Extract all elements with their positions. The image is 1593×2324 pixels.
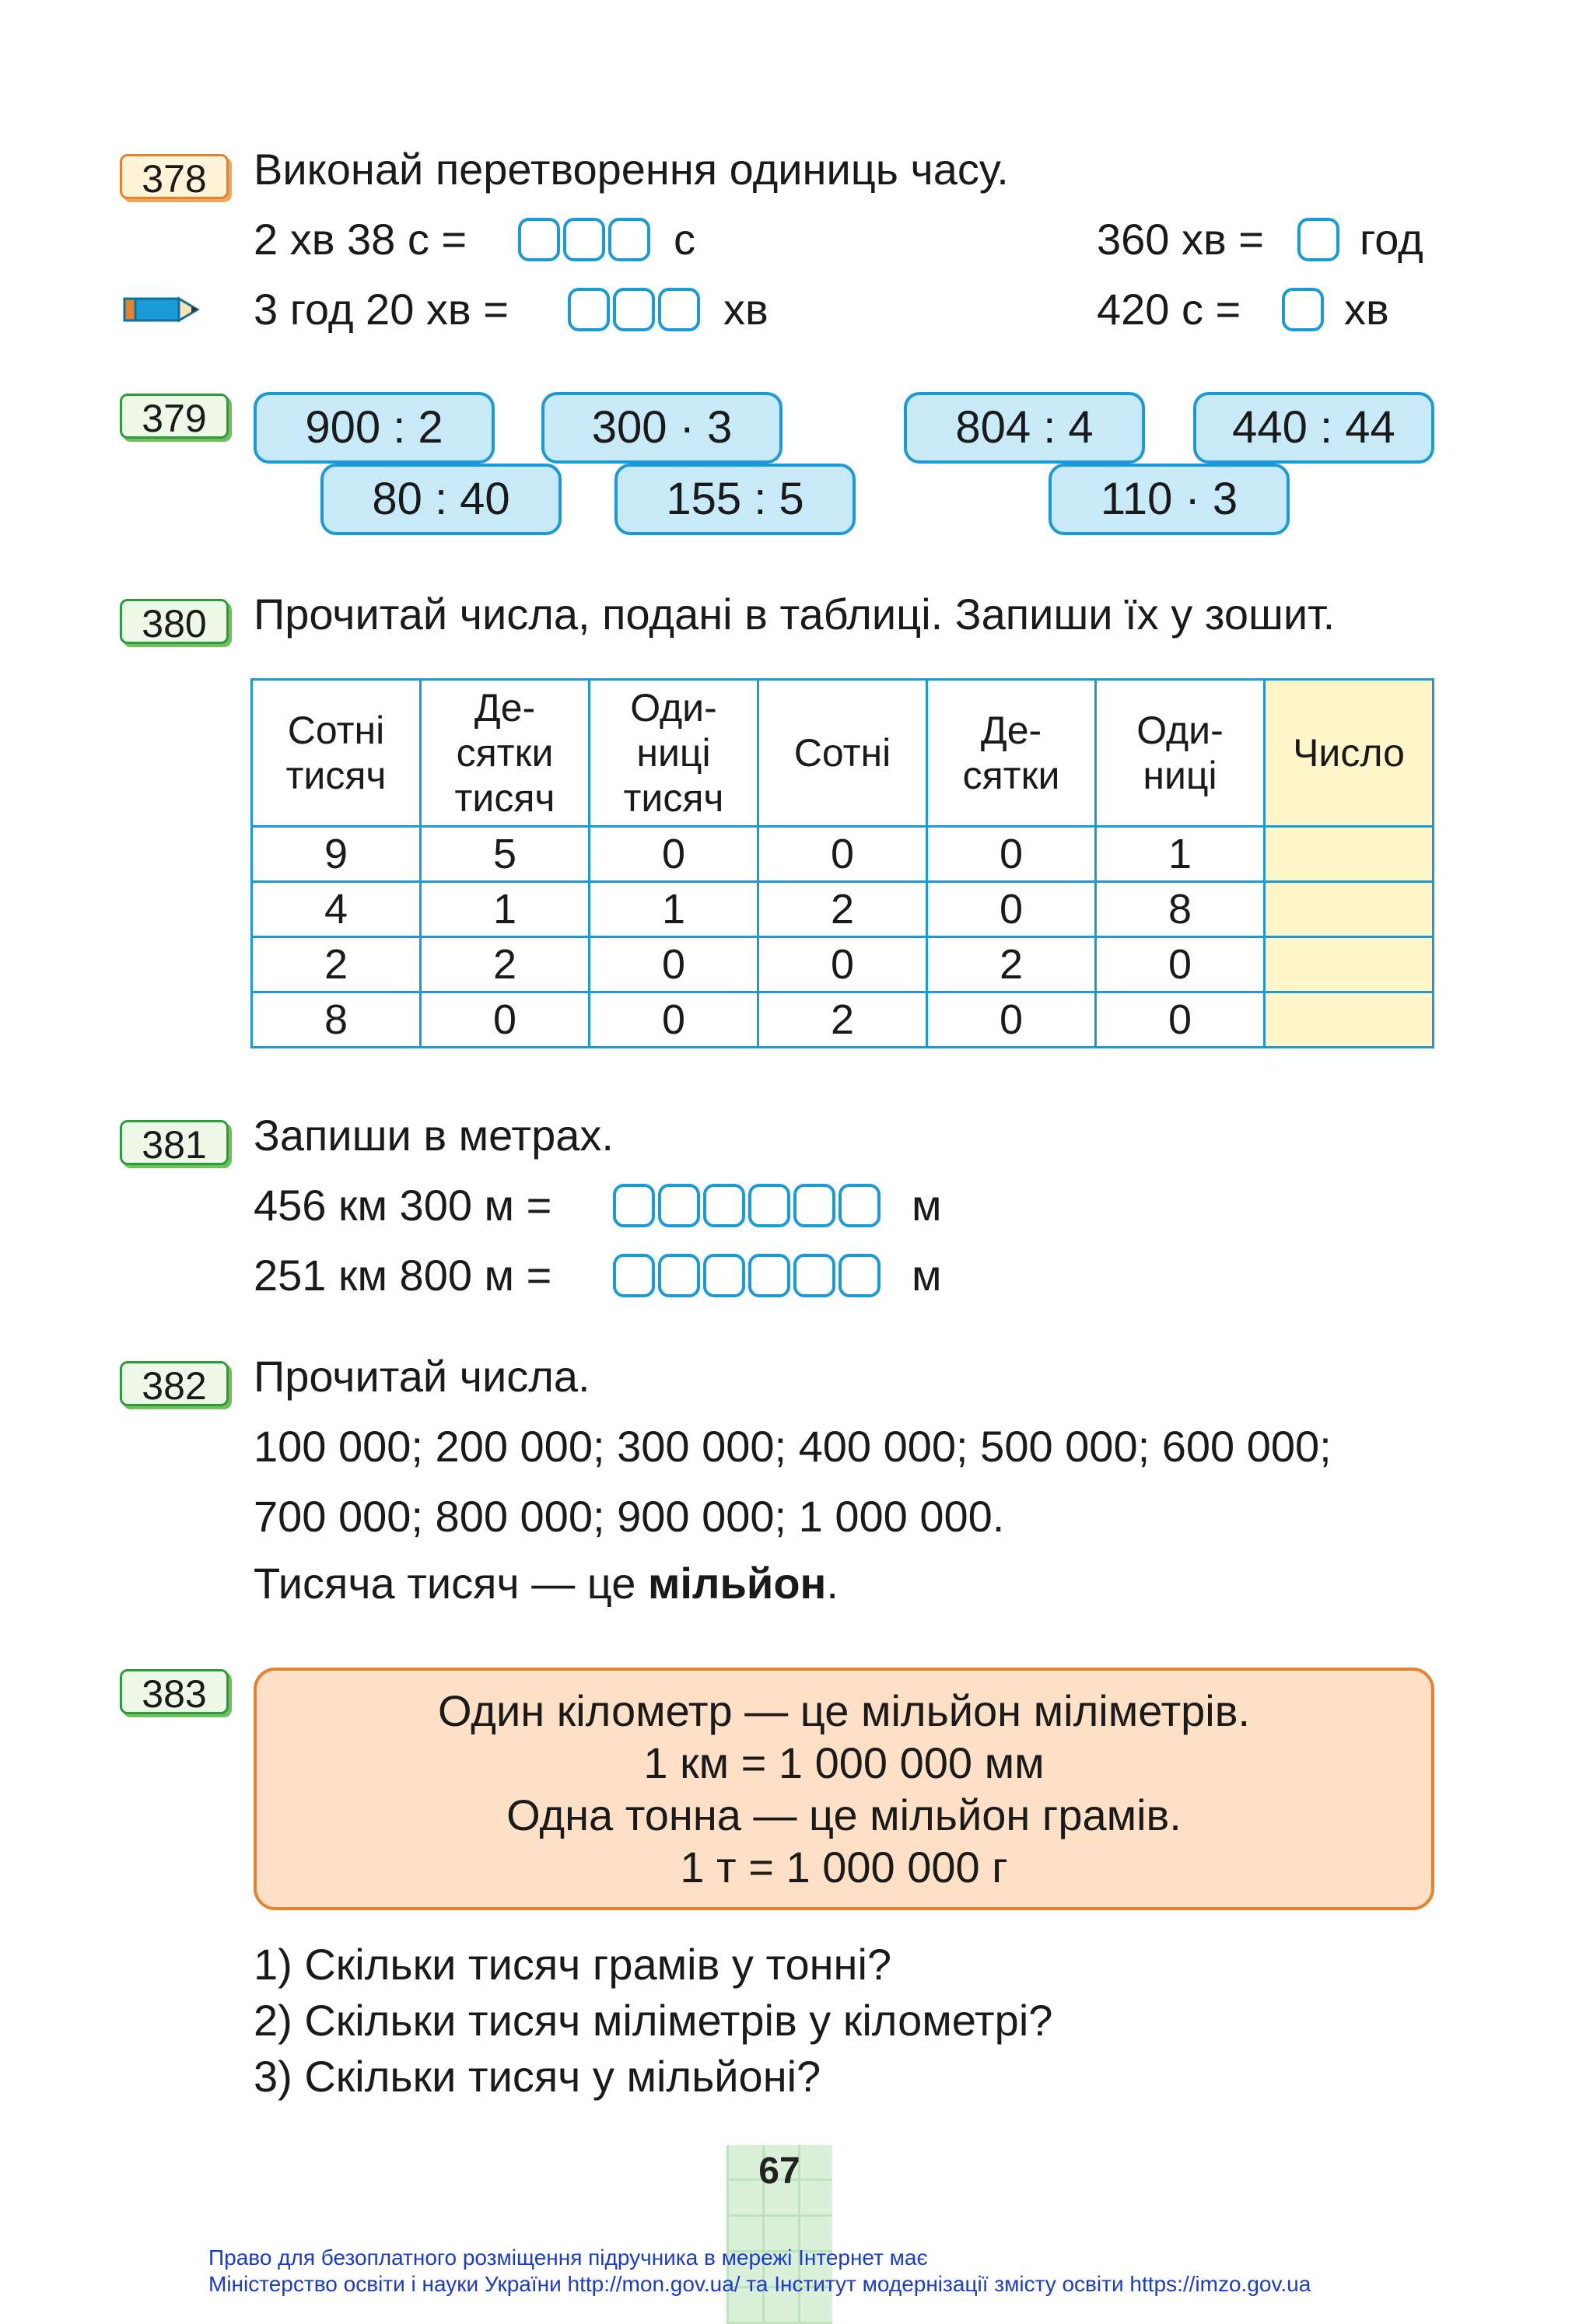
million-definition: Тисяча тисяч — це мільйон. <box>254 1559 839 1608</box>
table-header-row <box>252 680 1434 827</box>
table-cell: 2 <box>758 882 927 937</box>
column-header: Оди- ниці тисяч <box>590 680 758 827</box>
table-cell: 0 <box>1096 937 1265 992</box>
expression-pill: 155 : 5 <box>614 464 856 535</box>
exercise-378-row2-right: 420 с = <box>1097 285 1241 334</box>
table-cell: 8 <box>252 992 421 1048</box>
column-header: Сотні <box>758 680 927 827</box>
exercise-378-row1-left: 2 хв 38 с = <box>254 215 467 264</box>
expression-pill: 80 : 40 <box>320 464 562 535</box>
table-cell: 5 <box>421 827 590 882</box>
answer-boxes-378-1[interactable] <box>518 218 653 261</box>
question-3: 3) Скільки тисяч у мільйоні? <box>254 2052 821 2101</box>
unit-label: м <box>912 1181 942 1230</box>
answer-cell[interactable] <box>1265 992 1434 1048</box>
exercise-number-383: 383 <box>120 1669 229 1714</box>
unit-label: хв <box>723 285 768 334</box>
info-line: Один кілометр — це мільйон міліметрів. <box>437 1686 1251 1735</box>
info-line: 1 км = 1 000 000 мм <box>643 1738 1045 1787</box>
unit-label: с <box>674 215 695 264</box>
exercise-381-row1: 456 км 300 м = <box>254 1181 552 1230</box>
table-row <box>252 882 1434 937</box>
unit-label: хв <box>1344 285 1389 334</box>
table-cell: 8 <box>1096 882 1265 937</box>
table-cell: 2 <box>421 937 590 992</box>
table-cell: 0 <box>421 992 590 1048</box>
table-cell: 0 <box>758 827 927 882</box>
exercise-378-title: Виконай перетворення одиниць часу. <box>254 145 1009 194</box>
footer-line-1: Право для безоплатного розміщення підручника в мережі Інтернет має <box>208 2245 928 2270</box>
table-cell: 0 <box>590 827 758 882</box>
column-header: Сотні тисяч <box>252 680 421 827</box>
column-header: Оди- ниці <box>1096 680 1265 827</box>
table-cell: 2 <box>758 992 927 1048</box>
table-cell: 0 <box>1096 992 1265 1048</box>
unit-label: м <box>912 1251 942 1300</box>
exercise-382-title: Прочитай числа. <box>254 1352 590 1401</box>
exercise-380-title: Прочитай числа, подані в таблиці. Запиши їх у зошит. <box>254 590 1336 639</box>
footer-line-2: Міністерство освіти і науки України http://mon.gov.ua/ та Інститут модернізації змісту освіти https://imzo.gov.ua <box>208 2272 1311 2296</box>
expression-pill: 804 : 4 <box>904 392 1145 464</box>
column-header: Де- сятки тисяч <box>421 680 590 827</box>
info-box-million <box>254 1668 1434 1910</box>
exercise-378-row2-left: 3 год 20 хв = <box>254 285 509 334</box>
number-sequence-line2: 700 000; 800 000; 900 000; 1 000 000. <box>254 1492 1005 1541</box>
table-cell: 1 <box>421 882 590 937</box>
table-cell: 1 <box>590 882 758 937</box>
table-cell: 0 <box>590 937 758 992</box>
table-cell: 1 <box>1096 827 1265 882</box>
unit-label: год <box>1360 215 1423 264</box>
column-header: Де- сятки <box>927 680 1096 827</box>
question-2: 2) Скільки тисяч міліметрів у кілометрі? <box>254 1996 1053 2045</box>
exercise-number-382: 382 <box>120 1361 229 1406</box>
info-line: Одна тонна — це мільйон грамів. <box>506 1790 1182 1839</box>
number-sequence-line1: 100 000; 200 000; 300 000; 400 000; 500 000; 600 000; <box>254 1422 1332 1471</box>
table-cell: 2 <box>252 937 421 992</box>
table-cell: 0 <box>590 992 758 1048</box>
pencil-icon <box>123 292 201 327</box>
answer-box-378-2[interactable] <box>1297 218 1343 261</box>
exercise-378-row1-right: 360 хв = <box>1097 215 1265 264</box>
exercise-381-row2: 251 км 800 м = <box>254 1251 552 1300</box>
exercise-number-381: 381 <box>120 1120 229 1165</box>
table-row <box>252 992 1434 1048</box>
question-1: 1) Скільки тисяч грамів у тонні? <box>254 1940 892 1989</box>
exercise-381-title: Запиши в метрах. <box>254 1111 614 1160</box>
answer-cell[interactable] <box>1265 827 1434 882</box>
table-row <box>252 937 1434 992</box>
answer-boxes-381-1[interactable] <box>613 1184 884 1227</box>
column-header-number: Число <box>1265 680 1434 827</box>
expression-pill: 110 · 3 <box>1049 464 1290 535</box>
expression-pill: 300 · 3 <box>541 392 782 464</box>
info-line: 1 т = 1 000 000 г <box>680 1843 1008 1892</box>
exercise-number-378: 378 <box>120 154 229 199</box>
expression-pill: 900 : 2 <box>254 392 495 464</box>
table-cell: 0 <box>927 827 1096 882</box>
expression-pill: 440 : 44 <box>1193 392 1434 464</box>
table-cell: 0 <box>927 882 1096 937</box>
exercise-number-380: 380 <box>120 599 229 644</box>
answer-boxes-378-3[interactable] <box>568 288 703 331</box>
answer-cell[interactable] <box>1265 882 1434 937</box>
table-cell: 0 <box>758 937 927 992</box>
table-row <box>252 827 1434 882</box>
answer-boxes-381-2[interactable] <box>613 1254 884 1297</box>
exercise-number-379: 379 <box>120 394 229 439</box>
place-value-table <box>250 678 1434 1048</box>
table-cell: 9 <box>252 827 421 882</box>
answer-box-378-4[interactable] <box>1282 288 1327 331</box>
table-cell: 0 <box>927 992 1096 1048</box>
table-cell: 2 <box>927 937 1096 992</box>
page-number: 67 <box>758 2151 800 2192</box>
answer-cell[interactable] <box>1265 937 1434 992</box>
table-cell: 4 <box>252 882 421 937</box>
